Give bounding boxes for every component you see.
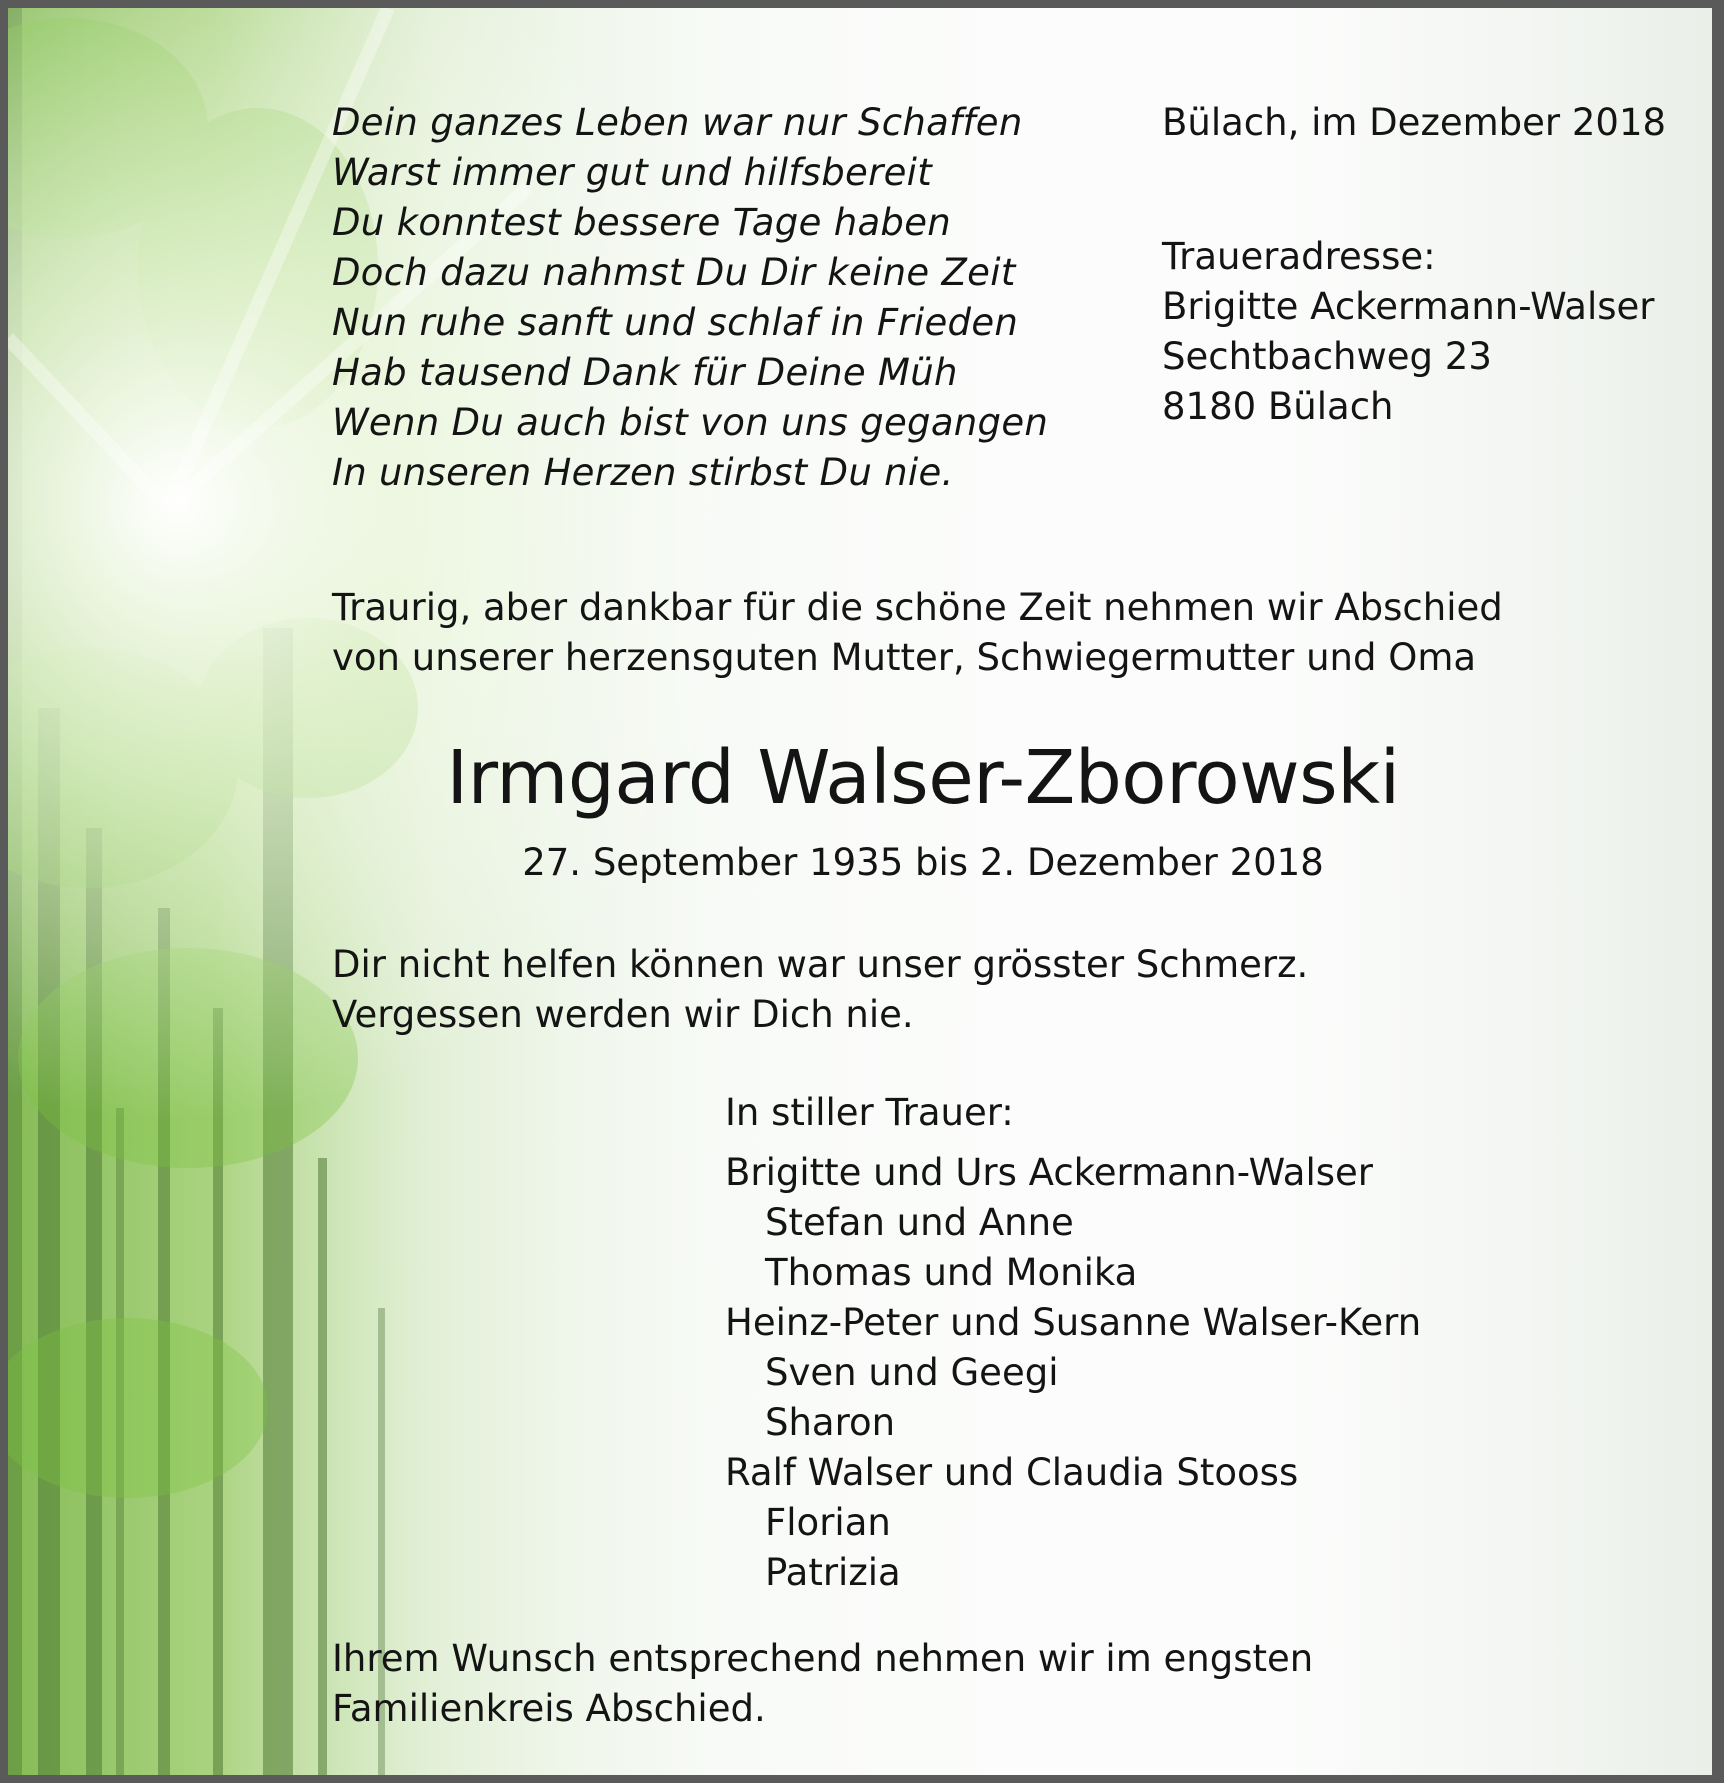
quote-line: Dir nicht helfen können war unser grösster Schmerz. — [332, 943, 1309, 986]
mourning-address — [1162, 232, 1655, 432]
poem-line: Nun ruhe sanft und schlaf in Frieden — [332, 301, 1019, 344]
life-dates: 27. September 1935 bis 2. Dezember 2018 — [522, 841, 1324, 884]
poem-line: In unseren Herzen stirbst Du nie. — [332, 451, 954, 494]
farewell-line: Familienkreis Abschied. — [332, 1687, 766, 1730]
mourner-entry: Sharon — [765, 1401, 896, 1444]
place-date: Bülach, im Dezember 2018 — [1162, 101, 1667, 144]
address-street: Sechtbachweg 23 — [1162, 335, 1492, 378]
mourner-entry: Patrizia — [765, 1551, 901, 1594]
quote-line: Vergessen werden wir Dich nie. — [332, 993, 914, 1036]
intro-line: Traurig, aber dankbar für die schöne Zeit nehmen wir Abschied — [332, 586, 1503, 629]
mourner-entry: Sven und Geegi — [765, 1351, 1059, 1394]
mourners-list — [725, 1148, 1421, 1598]
mourner-entry: Florian — [765, 1501, 891, 1544]
mourner-entry: Brigitte und Urs Ackermann-Walser — [725, 1151, 1373, 1194]
poem-line: Wenn Du auch bist von uns gegangen — [332, 401, 1049, 444]
poem-line: Dein ganzes Leben war nur Schaffen — [332, 101, 1023, 144]
obituary-page — [8, 8, 1712, 1775]
poem-line: Hab tausend Dank für Deine Müh — [332, 351, 958, 394]
mourner-entry: Ralf Walser und Claudia Stooss — [725, 1451, 1299, 1494]
mourners-label: In stiller Trauer: — [725, 1091, 1014, 1134]
address-city: 8180 Bülach — [1162, 385, 1394, 428]
poem-line: Du konntest bessere Tage haben — [332, 201, 952, 244]
deceased-name: Irmgard Walser-Zborowski — [446, 735, 1400, 821]
address-name: Brigitte Ackermann-Walser — [1162, 285, 1655, 328]
poem — [332, 98, 1048, 498]
quote-text — [332, 940, 1308, 1040]
mourner-entry: Thomas und Monika — [765, 1251, 1138, 1294]
farewell-note — [332, 1634, 1313, 1734]
poem-line: Warst immer gut und hilfsbereit — [332, 151, 933, 194]
intro-text — [332, 583, 1503, 683]
address-label: Traueradresse: — [1162, 235, 1436, 278]
farewell-line: Ihrem Wunsch entsprechend nehmen wir im engsten — [332, 1637, 1314, 1680]
mourner-entry: Heinz-Peter und Susanne Walser-Kern — [725, 1301, 1422, 1344]
poem-line: Doch dazu nahmst Du Dir keine Zeit — [332, 251, 1016, 294]
intro-line: von unserer herzensguten Mutter, Schwiegermutter und Oma — [332, 636, 1477, 679]
mourner-entry: Stefan und Anne — [765, 1201, 1074, 1244]
